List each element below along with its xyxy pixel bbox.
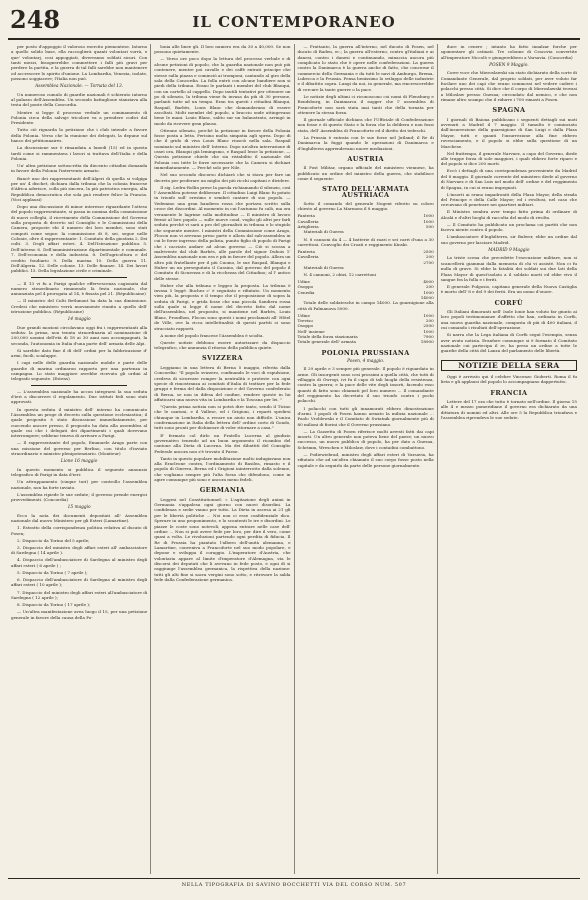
column-1 [8,44,150,874]
dateline: POSEN 9 Maggio. [489,63,529,69]
column-2 [150,44,293,874]
article-paragraph: N. 8 cannoni da 4 — 4 batterie di razzi e sei carri d'una a 30 carrettoni. Convoglio dei Croati e reggimento Kinski. [297,236,434,247]
article-paragraph: A nome del popolo francese l'Assemblea è sciolta. [160,332,264,338]
article-paragraph: I polacchi con tutti gli innamorati ebbero dimostrazione d'armi. I popoli di Posen hanno armato la milizia nazionale ... Paolo Vroblewski e il Comitato di Swiatnik giornalmente più di 80 milioni di fiorini che il Governo prussiano. [297,405,434,427]
dateline-row [11,317,147,322]
dateline: Lione 16 maggio [60,459,98,465]
table-value: 1000 [423,218,434,224]
section-heading: FRANCIA [490,388,528,397]
article-paragraph: 7. Dispaccio del ministro degli affari esteri all'ambasciatore di Sardegna ( 12 aprile ); [11,589,148,600]
table-label: Totale della forza stazionaria [297,334,358,340]
article-paragraph: — Il rappresentante del popolo, Emanuele Arago parte con una missione del governo per Berlino, con titolo d'inviato straordinario e ministro plenipotenziario. (Moniteur) [11,440,148,457]
table-label: Cenedia [297,289,315,295]
article-paragraph: Il 29 aprile e 3 sempre più generale. Il popolo è riguardato in arme. Gli insorgenti sono cosi prossimi a quella città, che tutti di villaggio di Gwrogi, ivi fu il capo di tali luoghi della resistenza, contro la guerra; e la pace delle vite degli insorti, facendo esso quanti di fatto sono chiamati pel loro numero ... Il comandante del reggimento ha decretato il suo trionfo contro i pochi polacchi. [297,366,434,404]
article-paragraph: Mentre si legge il processo verbale un cominamento di Polonia circa della salvaje tricolore va a prendere codici dal Presidente. [11,109,148,126]
troop-table [298,334,434,345]
dateline-row [11,505,147,510]
table-value: 2700 [423,259,434,265]
evening-news-heading: NOTIZIE DELLA SERA [441,360,577,371]
article-paragraph: L'ambasciatore d'Inghilterra, sir Bulwer, ebbe un ordine dal suo governo per lasciare Madrid. [440,234,577,245]
article-paragraph: — Il 13 vi fu a Parigi qualche effervescenza cagionata dal numero straordinario rimanendo là festa nazionale, che annunziata pel 4 prorogata al 14, è fissata pel 21. (Républicaine) [11,280,148,297]
article-paragraph: — Il Comitato ha pubblicato un proclama coi partiti che non faceva niente contro il popolo. [440,221,577,233]
article-paragraph: Eccò i dettagli di una corrispondenza proveniente da Madrid del 8 maggio. Il giornale corrente del ministero diede al governo di Narvaez e di San Luis nel modo dell' ordine e del reggimento di Spagna, in cui si erano impegnati. [440,168,577,190]
article-paragraph: Huber che alla tribuna e leggeo la proposta. La tribuna è invasa 5 leggé. Buchez c' è seguitato e rifiutato. Un momento vien più, la proposta e il tempo che il proposizione di sopra la seduta di Parigi, e grida fosse che una piccola Sandiera rossa sulla quale si legge il nome del decreto fatto dal nome dell'assemblea, nel proposito, si mantiene nel Barbès, Louis Blanc, Proudhon, Flocon sono questi i nomi proclamati all' Hôtel de Ville, ove la ricca intellettualità di questi partiti si sono stracciato rapporti. [154,282,291,331]
table-label: Cavalleria [297,218,319,224]
article-paragraph: Bancé uno dei rappresentanti dell'Algeri di quella si volgiga per un' 4 dischet, dichiara dalla tribuna che la colonia francese d'Africa aderisce, colla più sincera, la più patriotica energia, alla Repubblica democratica che sola può rendere felice la Francia. (Voci applausi) [11,175,148,202]
article-paragraph: — L'assemblea nazionale ha accon integrarsi la sua seduta d'ieri a discorrere il regolamento. Due istituti fedi sono stati approvati. [11,388,148,405]
table-value: 200 [425,284,434,290]
article-paragraph: 3. Dispaccio del ministro degli affari esteri all' ambasciatore di Sardegna ( 14 aprile ). [11,544,148,556]
article-paragraph: per posto d'appoggio il valoroso esercito piemontese. Intorno a quello solido base, ella raccoglierà quanti volontari vorrà, e que' volontarj, cosi appoggiati, diverranno soldati sicuri. Con tanti mezzi, bisognerebbe commettere i falli più gravi per perdere la partita, e la guerra di tal falli sarebbe non mantenere od accrescere lo spirito d'unione. La Lombardia, Venezia, isolate, possono soggiacere; l'Italia non può. [11,44,148,82]
dateline: 15 maggio [67,505,91,511]
article-paragraph: Tanto in questo popolare mobilitazione molto indugiavano non alla Eracleone contra, l'ordinamento di Basilea, rimasto e il popolo di Ginevra, Berna ed i Grigioni ininterrotto dalla solenne, che vogliamo sempre più l'alta forza che difendono, come in agire comunque più sono e ancora meno fedeli. [154,455,291,483]
table-value: 2500 [423,323,434,329]
table-label: Fanteria [297,213,315,219]
troop-table [298,213,434,229]
dateline: 14 maggio [67,317,91,323]
column-3 [294,44,437,874]
column-4 [437,44,580,874]
article-paragraph: Un attruppamento (cinque tori) per controllo l'assemblea nazionale, non ha forte inviato. [11,479,148,490]
section-heading: SVIZZERA [201,354,243,363]
article-paragraph: Nel frattempo, il generale Narvaez, a capo del Governo, diede alle truppe forza di sole maggiori, i quali ebbero forte riparo e del popolo si dice 200 morti. [440,150,577,167]
table-value: 4000 [423,279,434,285]
article-paragraph: 4. Dispaccio dell'ambasciatore di Sardegna al ministro degli affari esteri ( 6 aprile ) ; [11,557,148,568]
table-value: 1000 [423,289,434,295]
article-paragraph: 2. Dispaccio da Torino del 5 aprile; [17,537,90,543]
troop-table [298,279,434,300]
article-paragraph: Si narra che la Lega italiana di Corfù seguì l'esempio, senza aver avuto notizia. Eranfore comunque si è formato il Comitato nazionale cui partecipa il re, ha preso un ordine a tutte le guardie della città del Lanza del parlamento delle libertà. [440,332,577,354]
article-paragraph: L'assemblea ripiede le sue sedute; il governo prende energici provvedimenti. (Concordia) [11,491,148,503]
article-paragraph: 8. Dispaccio da Torino ( 17 aprile ); [17,602,91,608]
dateline-row [298,359,434,364]
article-paragraph: E' fermato col dirlo un Fratello Lucerna al giudizio governativo tenendo ad un buon argomento il ricambio del cantone alla Dieta di Lucerna. Ma dei dibattiti del Consiglio Federale ancora non s'è trovato il Paese. [154,432,291,454]
table-label: Fanteria [297,248,315,254]
article-paragraph: — Il ministro del Culti Bethmont ha data la sua dimissione. Credesi che ministero verrà nuovamente riunito a quello dell' istruzione pubblica. (Républicaine) [11,298,148,315]
table-label: Udine [297,312,310,318]
article-paragraph: Si sarebbe dato fine il dì dell' ordini per la fabbricazione d' armi, fucili, scialuppe. [11,347,148,359]
article-paragraph: Il Ministro sembra aver tempo fatto prima di ordinare di Alcalá e d'altri luoghi di raccolta del modo di rivolta. [440,209,577,220]
table-value: 7900 [423,334,434,340]
table-value: 1000 [423,312,434,318]
section-heading: SPAGNA [492,106,526,115]
article-paragraph: Il sig. Ledru-Rollin prese la parola richiamando il silenzio, così l' Assemblea potesse deliberare. Il cittadino Luigi Blanc fu potato in trionfo sull' eresìmo e sembrò cantare di suo popolo. — Vedemmo una gran bandiera rossa che portava scritto sulla croce dei discordini. Al momento in cui l'autunno fu calò, ma ora veramente le lagrime solla moltitudine — Il ministro di lavoro fermò al loro popolo — sulle nuove cond, voglio gli altri per farli seduta perché vi sarà a pro del giornalisti in tribuna e lo stupido che seguente mentre. I ministri della Commissione come Arago, Flocon non vi avevano preso parte e allora dal sub-assemblea in cui le forze ingresso della polizia, punito figlio di popolo di Parigi che i cacciato andare ad alcun governo — Ciò si scossa a malvivente dal club Barbès, alle parole del signor Dubois 1' Assemblea nazionale non era e più in favore del popolo. Allora un altro più fratellante per il più Cuomo, le sue Raspail, Blanqui e Huber un un perseguitato il Cassino, dal governo del popolo il Comitato di Sicurezza e di la ricchezza del Cittadino; al l' antico delle stesse. [154,184,291,281]
article-paragraph: Sotto il comando del generale Nugent riferito su coloro chiesto al governo La Marmora il 8 maggio. [297,200,434,212]
table-label: Totale generale dell' armata [297,339,356,345]
divider [31,277,127,278]
page-number: 248 [10,5,61,34]
article-paragraph: Totale delle soldatesche in campo 14000. La guarnigione alla città di Palmanova 5000. [297,300,434,311]
article-paragraph: La discussione sur è rimandata a lunedì (15) ed in questa tardi come si rammentava i lavori si trattava dell'Italia e della Polonia. [11,145,148,161]
dateline-row [11,459,147,464]
table-value: 1000 [423,328,434,334]
article-paragraph: N. 4 cannoni, 2 obizi, 12 carrettoni [303,272,376,278]
dateline-row [441,63,577,68]
table-label: Treviso [297,318,313,324]
article-paragraph: Dopo una discussione di minor interesse riguardante l'atteso del popolo rappresentante, si passa in nomina della commissione di nuovi colleghi, il ricevimento della Commissione del Governo sulla proposta di decreto sul Consiglio e le Commissioni della Camera, proposte ehi il numero dei loro membri, sono stati computi come segue: la commissione di 8, sei, segue nelle Colonie, oltre il rappresentante: 1. Comitato della giustizia 2. Dei culti. 3. Degli affari esteri. 4. Dell'Istruzione pubblica 5. Dell'interno 6. Dell'amministrazione dipartimentale e comunale. 7. Dell'economia e della industria. 8. Dell'agricoltura e del credito fondiario 9. Della marina 10. Della guerra 11. Dell'Algeria. 12. Delle colonie. 13. Delle finanze. 14. Dei lavori pubblici. 15. Della legislazione civile e criminale. [11,204,148,274]
dateline-row [11,84,147,89]
article-paragraph: Gli Italiani dimoranti nell' Isole Ionie han voluto far giunto ai loro popoli testimonianze d'affetto che han, ordinata in Corfù, una nuova guardia nazionale, composta di più di 400 italiani, il cui comando i risultati dell'operazione. [440,309,577,331]
article-paragraph: La Prussia è entrata con le sue forze nel Jutland; il Re di Danimarca la fuggi quando le operazioni di Danimarca e d'Inghilterra apprendevano nuove mediazioni. [297,134,434,151]
article-paragraph: Ottenne silenzio, perché la petizione in favore della Polonia fosse posta a letta. Perisino molta simpatia agli sprea. Dopo di che il grido di viva Louis Blanc riusciò nella sala. Raspail nominato sul ministro dell' Interno. Dopo un'altra interruzione di ossei ora, Blanqui già lemingsmo, e Raspail lesse la petizione. — Questa petizione chiede che sia ristabilito il nazionale del Polonia con tutte le forze necessarie che la Camera si dichiari immediatamente. — Perché solo per Nile. [154,127,291,171]
table-value: 200 [425,254,434,260]
dateline: Assemblea Nazionale. — Tornata del 13. [35,84,124,90]
article-paragraph: L'insorti ai erano impadroniti della Plaza Mayor, della strada del Principe e della Calle Mayor; ed i rivoltosi, nel caso che cercavano di penetrare nei quartieri militari. [440,191,577,208]
troop-table [298,249,434,265]
article-paragraph: "Questa prima notizia non si potrà dire tanto, sendo il Ticino che le cantoni, e il Vallese, ed i Grigioni, i reparti spedirsi chiunque in Lombardia, a recare un aiuto non difficile. L'unica confermazione in Italia della lettera dell' ordine corto di Gondo, tutti sono pronti per dichiarare di voler ritornare a casa." [154,404,291,431]
article-paragraph: Oggi è arrivato qui il celebre Vincenzo Gioberti. Roma il fu lieta e gli applausi del popolo lo accompagnano dappertutto. [440,373,577,385]
article-paragraph: I giornali di Baiona pubblicano i seguenti dettagli sui moti avvenuti a Madrid il 7 maggio. Il tumulto è cominciato dall'insurrezione della guarnigione di San Luigi e dalla Plaza Mayor, tutti e quanti l'insurrezione alla fine ebbero rovesciamento, e il popolo si ebbe sulla questione di un Marchese. [440,116,577,149]
article-paragraph: — Un'altra manifestazione avea luogo il 15, per una petizione generale in favore della causa della Po- [11,609,148,620]
section-heading: POLONIA PRUSSIANA [321,348,410,357]
table-value: 14000 [420,295,434,301]
table-label: Osoppo [297,284,314,290]
printer-imprint: NELLA TIPOGRAFIA DI SAVINO BOCCHETTI VIA DEL CORSO NUM. 507 [8,878,580,888]
article-paragraph: — Podiewiebrad, ministro degli affari esteri di Varsavia, ha rifiutato che ad un'altra chiamato il suo corpo fosse posto nella capitale e da seguirlo da parte delle persone giornalmente. [297,451,434,468]
masthead [8,6,580,40]
article-paragraph: I capi nelle delle guardia nazionale mobile e parte delle guardie di marina ordinaron rapporto per una partenza in campagna. Lo stato maggiore avrebbe ricevuto gli ordini al telegrafo seguente. (Estens) [11,360,148,382]
article-paragraph: lonia alle linee gli. Il loro numero era da 30 a 40,000. Se non possono quietamente. [154,44,291,55]
table-value: 500 [425,224,434,230]
article-paragraph: In questa seduta il ministro dell' interno ha comunicato l'Assemblea un proge di decreto sulla questione ecclesiastica; il quale proposito è stato discussione immediatamente, per cuocendo ancore presso, il proposito ha data alla assemblea al quale cui che i delegati dei dipartimenti i quali dovevano interrompere; sebbene teneva di arrivare a Parigi. [11,406,148,439]
article-paragraph: La triste scena che precedette l'esecuzione militare, non si scancellerà giammai dalla memoria di chi vi assisté. Non ci fu nulla di grave. Si ebbe la fatalità dei soldati sui due lati della Plaza Mayor di quest'isolato a il soldato morti ed ebbe vivo il sangue fra la folla e i feriti. [440,255,577,282]
article-paragraph: — Frattanto, la guerra all'interno, nel ducato di Posen, nel ducato di Baden, ec.; la guerra all'esterno, contro gl'italiani e ai danesi, contro i danesi e continuando, minaccia ancora più complicato lo stato che è opere nelle confederazioni. La guerra contro la Danimarca è la guerra anche di fatto, che concerne il commercio della Germania e da tutti le navi di Amburgo, Brema, Lubecca e la Prussia. Pensa benissimo lo sviluppo delle industrie e il dibattito sopra. Lungi da noi, in generale, ma rincrescerebbe di cercare la tante guerre o la pace. [297,44,434,92]
article-paragraph: In questo momento si pubblica il seguente annunzio telegrafico di Parigi in data d'ieri: [11,466,148,478]
article-paragraph: Lettere del 17 ora che tutto è tornato nell'ordine. Il giorno 15 alle 4 e mezzo pomeridiane il governo era dichiarato da una dittatura di uomini ed altri. Alle ore 5 la Repubblica trionfava e l'assemblea riprendeva le sue sedute. [440,398,577,420]
section-heading: CORFÙ [494,298,524,307]
table-label: Cavalleria [297,254,319,260]
newspaper-title: IL CONTEMPORANEO [192,13,396,31]
article-paragraph: Corre voce che Mieroslawski sia stato dichiarato della corte di Comandante Generale, dal proprio soldati, per aver voluto far fucilare uno dei capi che erano commossi nel vedere cadere i polacchi presso città. Si dice che il corpo di Mieroslawski trovasi a Miloslaw presso Gnesna; circondato dal nemico, e che non rimane altro scampo che il ridurre i 700 rimasti a Posen. [440,70,577,103]
table-value: 1000 [423,213,434,219]
article-paragraph: Ecco la nota dei documenti depositati all' Assemblea nazionale dal nuovo Ministero per gli Esteri (Lamartine). [11,512,148,524]
article-paragraph: Nel suo secondo discorso dichiarò che si stava per fare un decreto per proferare un miglio dei più ricchi capitani e dividere. [154,172,291,183]
article-paragraph: 1. Estratto della corrispondenza politica relativa al ducato di Posen; [11,525,148,536]
section-heading: GERMANIA [199,486,246,495]
dateline: MADRID 9 Maggio [488,248,530,254]
table-label: Artiglieria [297,224,319,230]
article-paragraph: Il generale Fulgosio, capitano generale della Nuova Castiglia è morto dell' 8 e del 9 dei feriti. Era un uomo d'onore. [440,283,577,295]
article-paragraph: — Verso ore poco dopo la lettura del processo verbale e di alcune petizioni di popolo, che la guardia nazionale non può più contenere, mentre poi cavallo e dei caffè entrati principe che stesse sulla piazza e cominciò ai tromponi, cantando al giro della sala della Concordia. La folla entrò con alcune bandiere non si piedi della tribuna. Erano le parlanti i membri del club Blanqui, con un cartello al cappello. Dopo inutili tentativi per ottenere un po di silenzio, la tribuna viene fu invasa da più di 30 persone, parlanti tutte ad un tempo. Eran tra questi i cittadini Blanqui, Raspail, Barbès, Louis Blanc che domandavano di essere ascoltati. Molti membri del popolo, a braccio onde attingevano bene le mani. Louis Blanc, salito sur un balaustrato, arringò in modo da ricevere gran plauso. [154,56,291,126]
section-heading: STATO DELL'ARMATA AUSTRIACA [322,185,410,199]
table-value: 2500 [423,248,434,254]
article-paragraph: Materiali di Guerra [303,264,344,270]
dateline: Posen, 4 maggio. [347,358,385,364]
article-paragraph: Leggiamo in una lettera di Berna 5 maggio, riferita dalla Concordia: "Il popolo svizzero, confinando le voci di espulsione, credeva di sicurezze romper la neutralità e proteste con ogni specie di rimostranza ai comitati d'Italia di trattare per la fede gruppi e ferma del dalla disposizione e del Governo confederato di Berna, se non in difesa del confine, rendere queste in lui affaticarsi una nuova vita in Lombardia e la Toscana per lei. " [154,364,291,402]
article-paragraph: 6. Dispaccio dell'ambasciatore di Sardegna al ministro degli affari esteri ( 10 aprile ); [11,577,148,588]
article-paragraph: — La Gazzetta di Posen riferisce molti arresti fatti dai capi insorti. Un altro generale non poteva bene del paese; un nuovo successo, un nuovo pubblico di popolo, ha per dato a Gnesna, Schrimm, Wreschen e Miloslaw, dove i contadini combattono. [297,428,434,450]
table-label: Osoppo [297,323,314,329]
section-heading: AUSTRIA [347,154,384,163]
troop-table [298,313,434,334]
article-paragraph: Queste notizie debbono essere autorizzare da dispaccio telegrafico, che annunzia il ritorno della pubblica quiete. [154,339,291,351]
divider [31,385,127,386]
article-paragraph: Le notizie degli ultimi ci riconoscono coi nomi di Flensburg e Rendsburg, in Danimarca il sugger che l' assemblea di Francoforte non sarà stata mai tanti che della tornata per ottenere la stessa forza. [297,93,434,115]
article-paragraph: Due grandi mozioni circolavano oggi fra i rappresentanti alla seduta: la prima, non tenuta straordinaria al nominazione di 200,000 uomini dell'età di 18 ai 30 anni non accompagnati, la seconda, l'autonomia in Italia d'una parte dell' armata delle Alpi. [11,324,148,346]
article-paragraph: Il Post Militar, organo ufficiale del ministero viennese, ha pubblicato un ordine del ministro della guerra, che stabilisce come il seguente: [297,165,434,181]
article-columns [8,44,580,874]
table-label: Nell' insieme [297,328,325,334]
article-paragraph: duce in cenere ; intanto ha fatto innalzar forche per sgomentare gli ostinati. Tre colonne di Cracovia convertite all'imperatore Niccolò e giungerebbero a Varsavia. (Concordia) [440,44,577,60]
article-paragraph: Tutto ciò riguarda la petizione che i club intende a favore della Polonia. Verso che la riunione dei delegati, la depune sul banco dei pétitionnaires. [11,127,148,144]
article-paragraph: 5. Dispaccio da Torino ( 7 aprile ); [17,569,88,575]
article-paragraph: Un' altra petizione sottoscritta da diecento cittadini domanda in favore della Polonia l'intervento armato. [11,163,148,174]
article-paragraph: Leggesi nel Constitutionnel: « L'agitazione degli animi in Germania s'appalesa ogni giorno con nuovi disordini. La confidenza e sedie vanno per tutto. La Dieta in ascesa ai 21 gli per le libertà politiche ... Noi non ci esse confidenziale dico. Sperare in uno proponimento, e lo scontenti le ire e disordini. Le piazze le coste sono notevoli, appena entrare nelle case dell' ordine ... Non si può avere fede per loro, per dire il vero, come quasi a volta. Le rivoluzioni partendo ogni perdita di fiducia. Il Re di Prussia ha piantato l'albero dell'unità alemanna, e Lamartine, conveniva a Francoforte nel suo modo popolare, e depone e sviluppa il coraggio. L'imperatore d'Austria, che volontaria appare al limite d'imperatore d'Alemagna, sta le discorsi dei deputati che li avevano in fede posto, e ogni dì si raggiunge l'assemblea germanica, la rispettiva della nazione: tutti gli alti fine si sacra vergini sono sotto, e ritrovare la salda fede dalla Confederazione germanica. [154,496,291,582]
table-value: 200 [425,318,434,324]
table-label: Udine [297,279,310,285]
dateline-row [441,248,577,253]
table-row [298,339,434,344]
article-paragraph: Il giornale ufficiale dichiara che l'Ufficiale di Confederazione non fosse e di questo Stato e la forza che la delibera e non fossi stata, dell' Assemblea di Francoforte ed il diritto dei tedeschi. [297,117,434,133]
table-value: 18900 [420,339,434,345]
article-paragraph: Materiali di Guerra [303,229,344,235]
article-paragraph: Un numeroso cumulo di guardie nazionali è schierato intorno al palazzo dell'Assemblea. Un secondo battaglione stanziava alla testa del ponte della Concordia. [11,91,148,108]
